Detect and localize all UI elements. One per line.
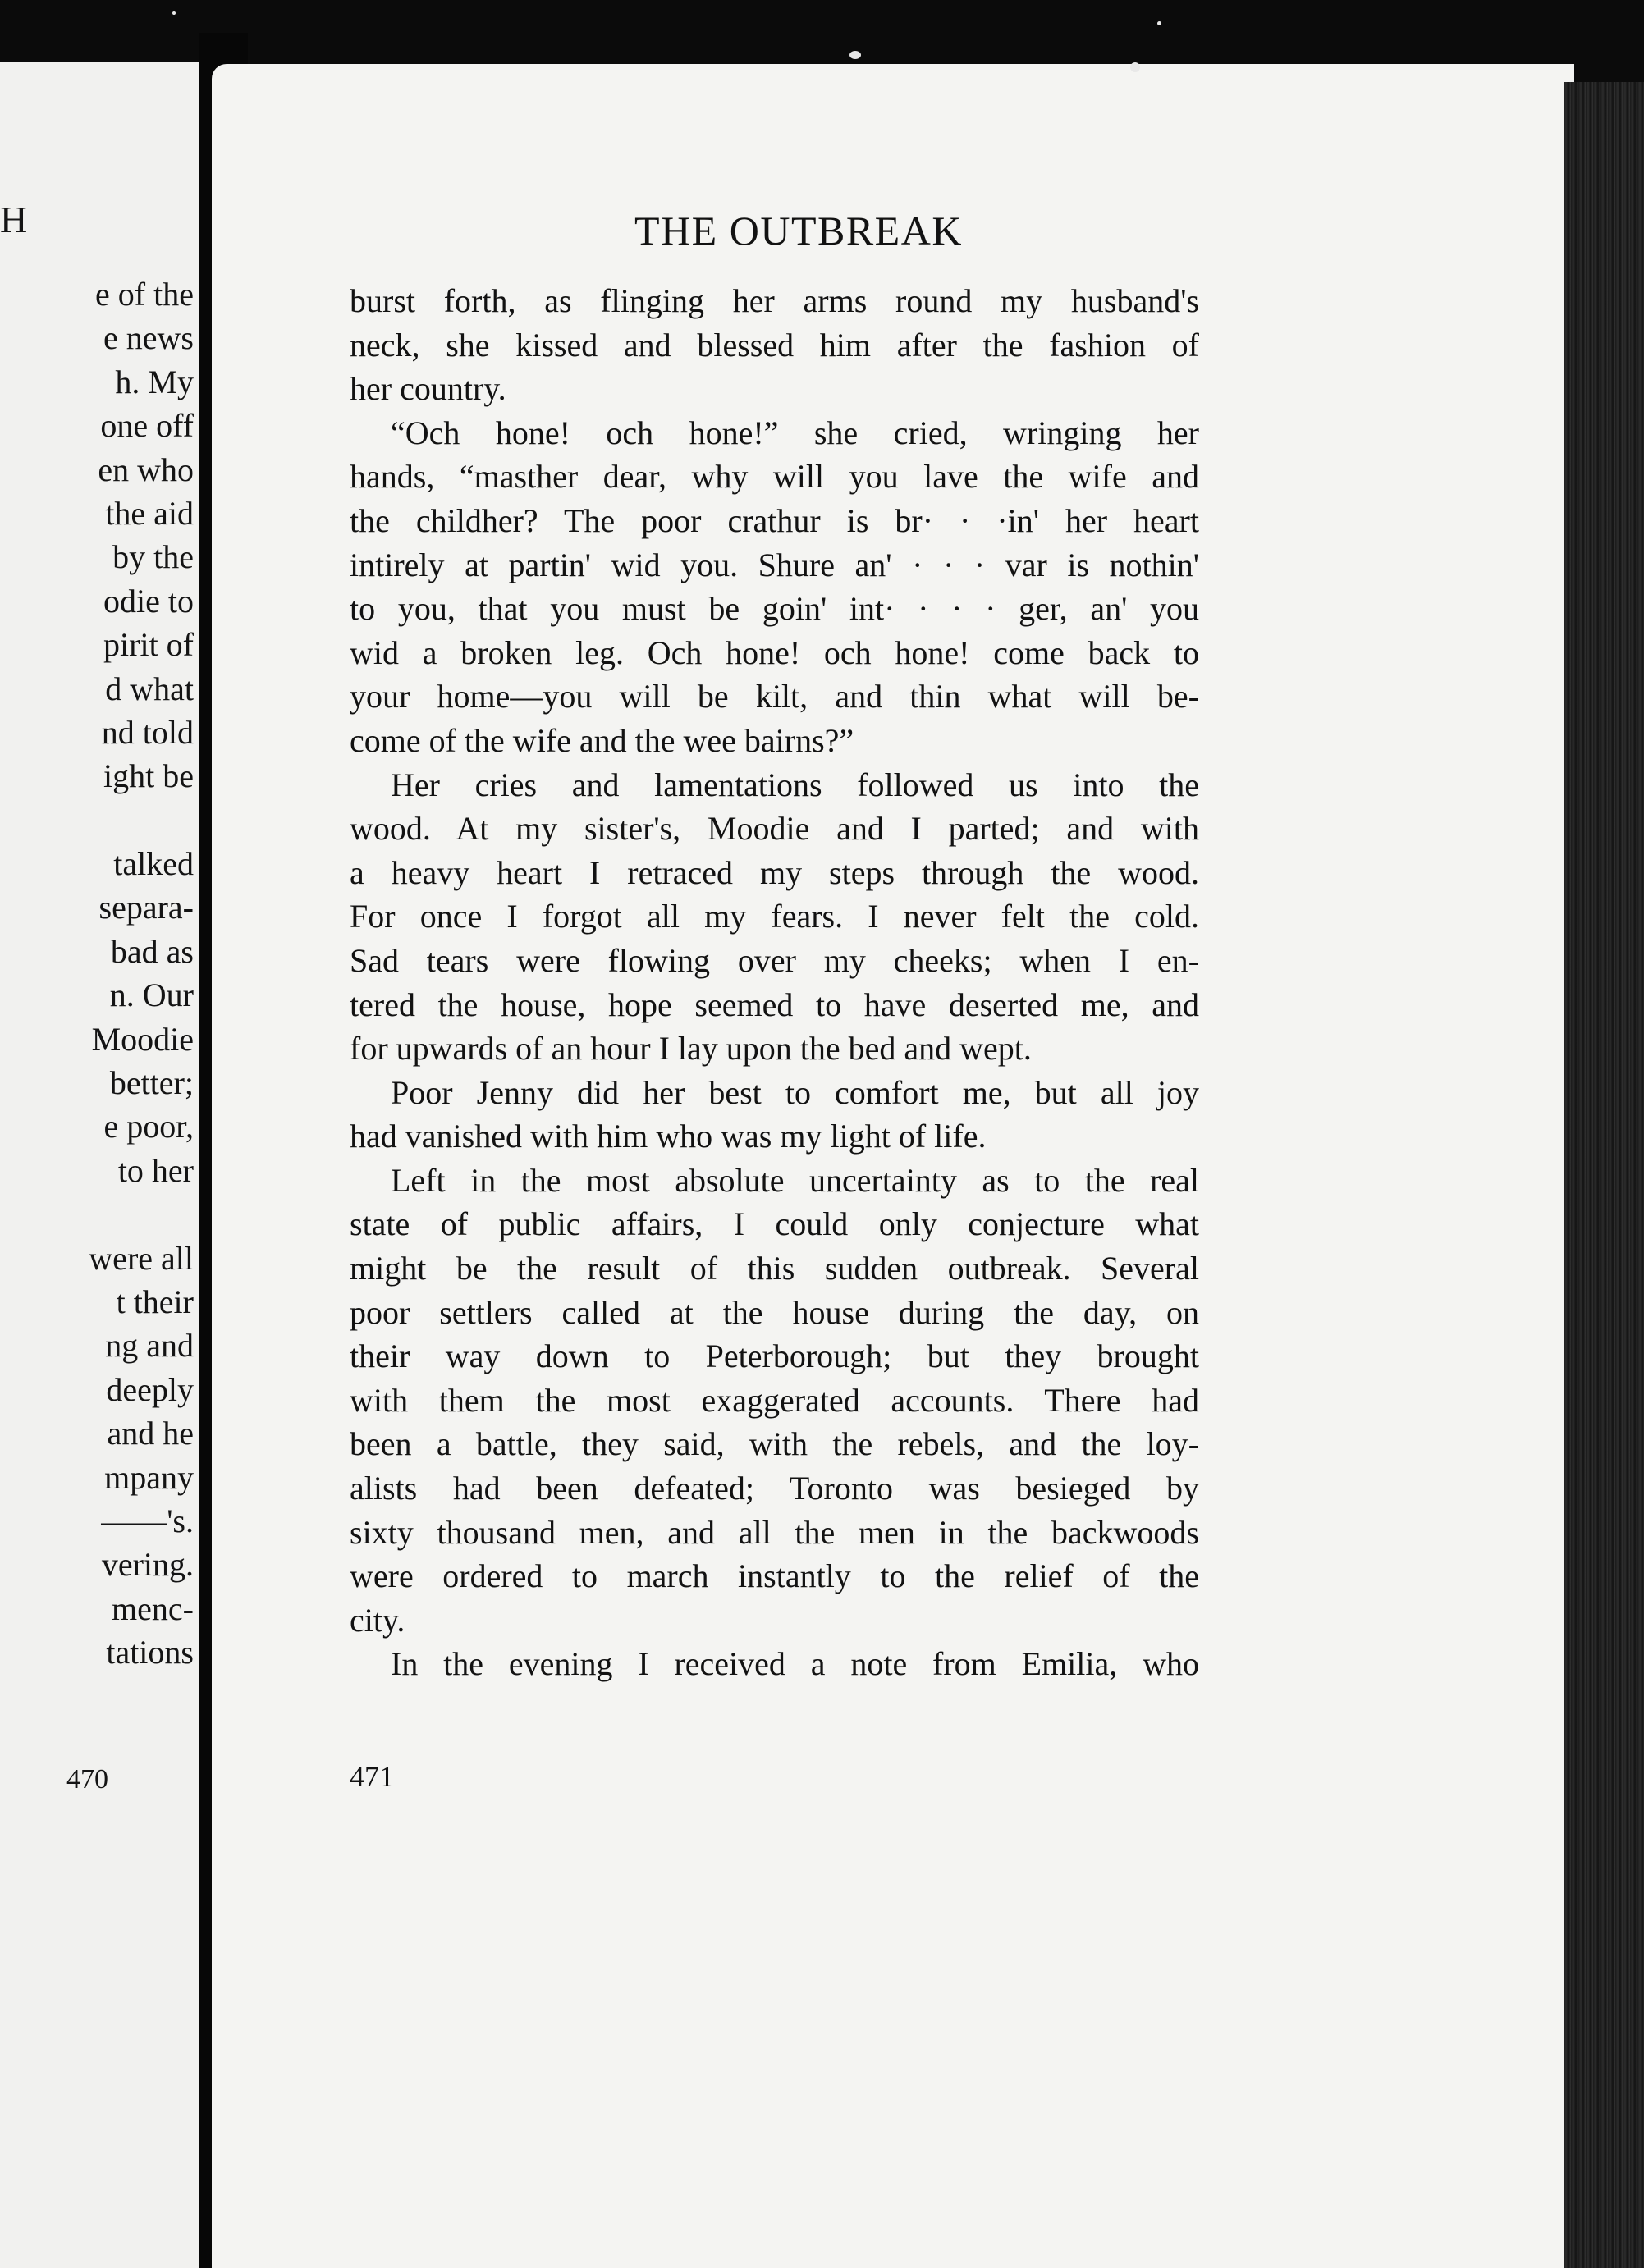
left-page [0,62,199,2268]
text-line: hands, “masther dear, why will you lave the wife and [350,458,1199,496]
page-body-text [350,279,1199,1686]
dust-speck [1130,62,1140,72]
text-line: In the evening I received a note from Emilia, who [391,1645,1199,1683]
text-line: tered the house, hope seemed to have deserted me, and [350,985,1199,1023]
text-line: with them the most exaggerated accounts. There had [350,1381,1199,1419]
text-line: Her cries and lamentations followed us into the [391,766,1199,803]
left-line: tations [106,1634,194,1671]
left-line: pirit of [103,626,194,664]
text-line: been a battle, they said, with the rebels, and the loy- [350,1425,1199,1463]
text-line: wood. At my sister's, Moodie and I parted; and with [350,810,1199,848]
left-line: menc- [112,1589,194,1627]
left-page-text [0,272,194,1675]
left-line: the aid [105,494,194,532]
running-head: THE OUTBREAK [634,208,963,254]
text-line: neck, she kissed and blessed him after the fashion of [350,326,1199,364]
text-line: Poor Jenny did her best to comfort me, but all joy [391,1073,1199,1111]
left-line: and he [107,1415,194,1452]
text-line: a heavy heart I retraced my steps through the wood. [350,853,1199,891]
dust-speck [172,11,176,15]
text-line: Sad tears were flowing over my cheeks; when I en- [350,941,1199,979]
text-line: Left in the most absolute uncertainty as to the real [391,1161,1199,1199]
left-line: were all [89,1239,194,1277]
left-line: n. Our [109,976,194,1014]
left-line: e poor, [103,1108,194,1145]
text-line: poor settlers called at the house during the day, on [350,1293,1199,1331]
text-line: the childher? The poor crathur is br· · ·in' her heart [350,501,1199,539]
dust-speck [1157,21,1161,25]
left-line: mpany [104,1458,194,1496]
dust-speck [849,51,861,59]
left-line: en who [98,450,194,488]
text-line: state of public affairs, I could only conjecture what [350,1205,1199,1243]
left-line: ight be [103,757,194,795]
left-line: better; [109,1064,194,1102]
left-line: nd told [101,713,194,751]
left-line: h. My [115,363,194,400]
left-page-number: 470 [66,1764,108,1795]
left-line: odie to [103,582,194,620]
left-line: ng and [105,1327,194,1365]
left-line: vering. [101,1546,194,1584]
text-line: might be the result of this sudden outbreak. Several [350,1250,1199,1287]
right-page [212,64,1574,2268]
text-line: for upwards of an hour I lay upon the bed and wept. [350,1030,1032,1068]
left-blank-line [0,1192,194,1236]
page-number: 471 [350,1760,394,1793]
left-line: to her [117,1151,194,1189]
left-line: Moodie [91,1020,194,1058]
text-line: wid a broken leg. Och hone! och hone! come back to [350,633,1199,671]
left-line: d what [105,670,194,707]
text-line: alists had been defeated; Toronto was besieged by [350,1470,1199,1507]
left-line: bad as [110,932,194,970]
left-line: e of the [95,276,194,313]
text-line: For once I forgot all my fears. I never felt the cold. [350,898,1199,935]
text-line: to you, that you must be goin' int· · · · ger, an' you [350,590,1199,628]
text-line: your home—you will be kilt, and thin what will be- [350,678,1199,716]
text-line: intirely at partin' wid you. Shure an' · · · var is nothin' [350,546,1199,583]
left-line: ——'s. [101,1502,194,1539]
left-line: separa- [98,889,194,926]
left-line: deeply [106,1370,194,1408]
text-line: sixty thousand men, and all the men in the backwoods [350,1513,1199,1551]
text-line: had vanished with him who was my light of life. [350,1118,987,1155]
left-line: by the [112,538,194,576]
text-line: “Och hone! och hone!” she cried, wringing her [391,414,1199,451]
text-line: their way down to Peterborough; but they brought [350,1337,1199,1375]
text-line: city. [350,1601,405,1639]
book-page-edge [1564,82,1644,2268]
text-line: come of the wife and the wee bairns?” [350,721,854,759]
left-line: t their [116,1283,194,1320]
text-line: her country. [350,370,506,408]
left-line: talked [113,845,194,883]
text-line: were ordered to march instantly to the relief of the [350,1557,1199,1595]
left-line: one off [100,407,194,445]
left-line: e news [103,319,194,357]
left-running-head: H [0,199,28,240]
text-line: burst forth, as flinging her arms round my husband's [350,282,1199,319]
left-blank-line [0,798,194,842]
